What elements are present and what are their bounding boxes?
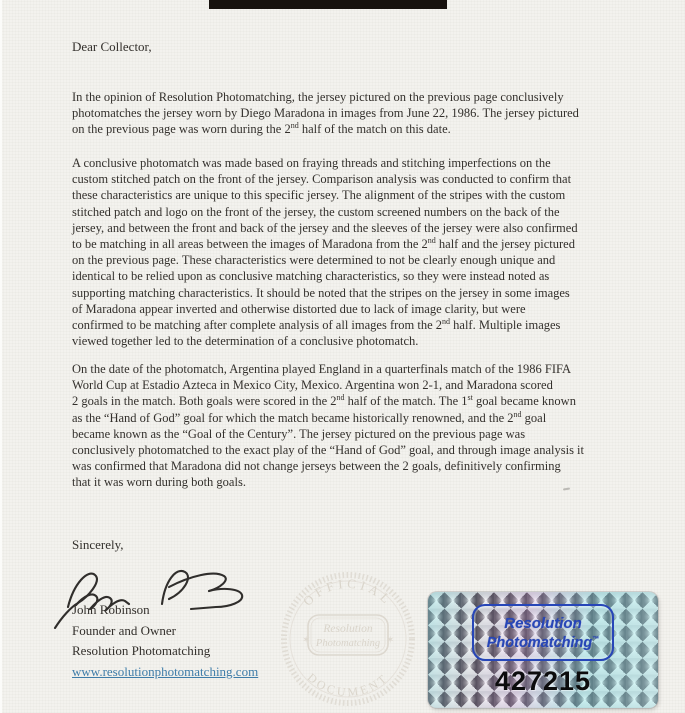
embossed-seal bbox=[277, 568, 419, 710]
seal-star-right: ✶ bbox=[386, 635, 395, 646]
signer-title: Founder and Owner bbox=[72, 622, 176, 638]
letter-line: conclusively photomatched to the exact play of the “Hand of God” goal, and through image analysis it bbox=[72, 443, 585, 458]
letter-line: viewed together led to the determination of a conclusive photomatch. bbox=[72, 334, 419, 349]
letter-line: On the date of the photomatch, Argentina played England in a quarterfinals match of the 1986 FIFA bbox=[72, 362, 572, 376]
salutation: Dear Collector, bbox=[72, 39, 152, 54]
signer-company: Resolution Photomatching bbox=[72, 643, 211, 659]
letter-line: that it was worn during both goals. bbox=[72, 475, 246, 490]
closing: Sincerely, bbox=[72, 537, 124, 552]
letter-line: photomatches the jersey worn by Diego Maradona in images from June 22, 1986. The jersey pictured bbox=[72, 106, 579, 121]
paragraph-match-history bbox=[72, 361, 584, 491]
letter-line: confirmed to be matching after complete analysis of all images from the 2nd half. Multiple images bbox=[72, 316, 561, 333]
letter-line: on the previous page. These characteristics were determined to not be clearly enough unique and bbox=[72, 253, 556, 268]
hologram-sticker bbox=[428, 592, 658, 708]
letter-line: 2 goals in the match. Both goals were scored in the 2nd half of the match. The 1st goal became known bbox=[72, 393, 576, 409]
letter-line: In the opinion of Resolution Photomatching, the jersey pictured on the previous page conclusively bbox=[72, 90, 564, 104]
letter-line: was confirmed that Maradona did not change jerseys between the 2 goals, definitively confirming bbox=[72, 459, 561, 474]
letter-line: jersey, and between the front and back of the jersey and the sleeves of the jersey were also confirmed bbox=[72, 220, 578, 235]
letter-line: supporting matching characteristics. It should be noted that the stripes on the jersey in some images bbox=[72, 285, 570, 300]
hologram-brand-line1: Resolution bbox=[504, 614, 582, 632]
trademark-symbol: ™ bbox=[592, 635, 600, 643]
paragraph-analysis bbox=[72, 155, 578, 349]
letter-line: as the “Hand of God” goal for which the match became historically renowned, and the 2nd goal bbox=[72, 409, 547, 425]
scan-artifact-bar bbox=[209, 0, 447, 9]
seal-center-line2: Photomatching bbox=[315, 638, 381, 649]
paragraph-opinion bbox=[72, 89, 579, 138]
letter-line: A conclusive photomatch was made based on fraying threads and stitching imperfections on the bbox=[72, 156, 551, 170]
seal-star-left: ✶ bbox=[302, 635, 311, 646]
letter-line: to be matching in all areas between the images of Maradona from the 2nd half and the jersey pictured bbox=[72, 235, 575, 252]
letter-line: of Maradona appear inverted and otherwise distorted due to lack of image clarity, but were bbox=[72, 301, 526, 316]
website-link[interactable]: www.resolutionphotomatching.com bbox=[72, 663, 259, 679]
seal-top-text: OFFICIAL bbox=[299, 575, 397, 609]
letter-line: became known as the “Goal of the Century”. The jersey pictured on the previous page was bbox=[72, 426, 526, 441]
scan-edge-artifact bbox=[0, 0, 2, 713]
letter-line: custom stitched patch on the front of the jersey. Comparison analysis was conducted to confirm that bbox=[72, 172, 572, 187]
seal-bottom-text: DOCUMENT bbox=[304, 670, 392, 700]
letter-line: stitched patch and logo on the front of the jersey, the custom screened numbers on the back of the bbox=[72, 204, 560, 219]
hologram-brand-line2: Photomatching™ bbox=[486, 634, 600, 651]
seal-center-line1: Resolution bbox=[323, 623, 373, 635]
signer-name: John Robinson bbox=[72, 602, 150, 617]
hologram-serial-number: 427215 bbox=[494, 666, 592, 696]
letter-line: these characteristics are unique to this specific jersey. The alignment of the stripes with the custom bbox=[72, 188, 566, 203]
signature-block bbox=[72, 600, 258, 682]
letter-line: on the previous page was worn during the 2nd half of the match on this date. bbox=[72, 121, 451, 137]
hologram-brand-box bbox=[472, 604, 614, 661]
letter-line: identical to be relied upon as conclusive matching characteristics, so they were instead noted as bbox=[72, 269, 550, 284]
letter-line: World Cup at Estadio Azteca in Mexico City, Mexico. Argentina won 2-1, and Maradona scored bbox=[72, 378, 553, 393]
